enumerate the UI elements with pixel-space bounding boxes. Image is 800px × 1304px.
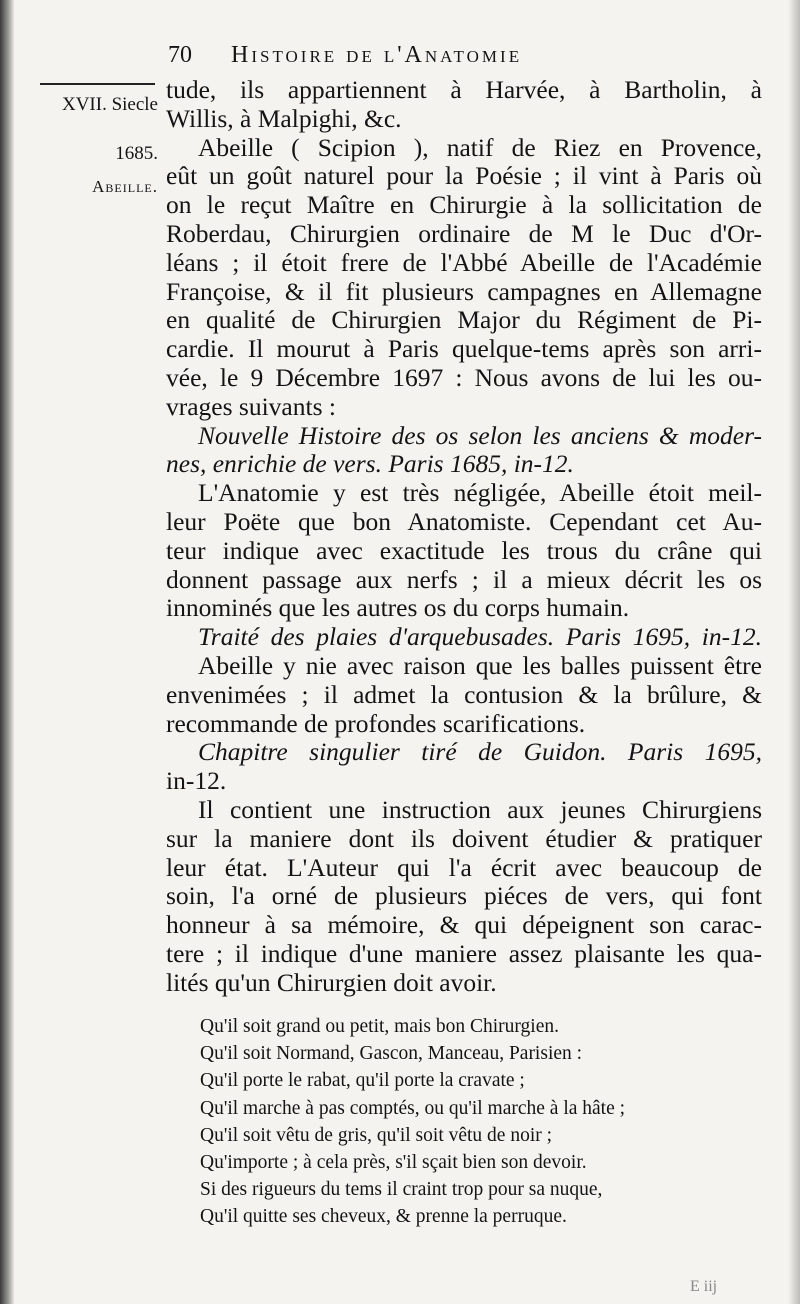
text-line: innominés que les autres os du corps humain. xyxy=(166,593,630,623)
text-line: eût un goût naturel pour la Poésie ; il vint à Paris où xyxy=(166,161,762,191)
text-line: Abeille y nie avec raison que les balles puissent être xyxy=(198,650,762,680)
catchword: E iij xyxy=(690,1278,718,1295)
text-line: Nouvelle Histoire des os selon les anciens & moder- xyxy=(198,420,762,450)
text-line: Il contient une instruction aux jeunes Chirurgiens xyxy=(198,794,762,824)
margin-author: Abeille. xyxy=(92,177,158,196)
text-line: tude, ils appartiennent à Harvée, à Bartholin, à xyxy=(166,75,762,104)
verse-line: Qu'il soit Normand, Gascon, Manceau, Parisien : xyxy=(200,1043,583,1065)
text-line: in-12. xyxy=(166,766,227,796)
text-line: nes, enrichie de vers. Paris 1685, in-12. xyxy=(166,449,574,479)
page-header xyxy=(168,42,522,69)
text-line: envenimées ; il admet la contusion & la brûlure, & xyxy=(166,679,762,709)
margin-year: 1685. xyxy=(115,143,158,164)
text-line: recommande de profondes scarifications. xyxy=(166,708,586,738)
text-line: vrages suivants : xyxy=(166,391,336,421)
text-line: Willis, à Malpighi, &c. xyxy=(166,103,402,133)
text-line: lités qu'un Chirurgien doit avoir. xyxy=(166,967,497,997)
page-spine-shadow xyxy=(0,0,14,1304)
text-line: en qualité de Chirurgien Major du Régiment de Pi- xyxy=(166,305,762,335)
margin-rule xyxy=(40,83,155,85)
verse-line: Qu'importe ; à cela près, s'il sçait bien son devoir. xyxy=(200,1152,587,1174)
text-line: Abeille ( Scipion ), natif de Riez en Provence, xyxy=(198,132,762,162)
running-title: Histoire de l'Anatomie xyxy=(231,42,523,68)
verse-line: Qu'il porte le rabat, qu'il porte la cravate ; xyxy=(200,1070,525,1092)
text-line: Chapitre singulier tiré de Guidon. Paris 1695, xyxy=(198,737,762,767)
verse-line: Qu'il soit grand ou petit, mais bon Chirurgien. xyxy=(200,1016,559,1037)
text-line: donnent passage aux nerfs ; il a mieux décrit les os xyxy=(166,564,762,594)
text-line: cardie. Il mourut à Paris quelque-tems après son arri- xyxy=(166,334,762,364)
text-line: on le reçut Maître en Chirurgie à la sollicitation de xyxy=(166,190,762,220)
text-line: sur la maniere dont ils doivent étudier & pratiquer xyxy=(166,823,762,853)
text-line: leur Poëte que bon Anatomiste. Cependant cet Au- xyxy=(166,506,762,536)
body-text xyxy=(166,76,762,998)
text-line: Françoise, & il fit plusieurs campagnes en Allemagne xyxy=(166,276,762,306)
text-line: vée, le 9 Décembre 1697 : Nous avons de lui les ou- xyxy=(166,362,762,392)
verse-line: Qu'il soit vêtu de gris, qu'il soit vêtu de noir ; xyxy=(200,1124,553,1146)
text-line: tere ; il indique d'une maniere assez plaisante les qua- xyxy=(166,938,762,968)
text-line: L'Anatomie y est très négligée, Abeille étoit meil- xyxy=(198,478,762,508)
page-number: 70 xyxy=(168,42,192,68)
verse-line: Qu'il quitte ses cheveux, & prenne la perruque. xyxy=(200,1206,567,1228)
text-line: honneur à sa mémoire, & qui dépeignent son carac- xyxy=(166,910,762,940)
text-line: léans ; il étoit frere de l'Abbé Abeille de l'Académie xyxy=(166,247,762,277)
text-line: leur état. L'Auteur qui l'a écrit avec beaucoup de xyxy=(166,852,762,882)
text-line: teur indique avec exactitude les trous du crâne qui xyxy=(166,535,762,565)
text-line: soin, l'a orné de plusieurs piéces de vers, qui font xyxy=(166,881,762,911)
verse-block xyxy=(200,1013,760,1231)
verse-line: Si des rigueurs du tems il craint trop pour sa nuque, xyxy=(200,1179,603,1201)
verse-line: Qu'il marche à pas comptés, ou qu'il marche à la hâte ; xyxy=(200,1097,626,1119)
text-line: Roberdau, Chirurgien ordinaire de M le Duc d'Or- xyxy=(166,218,762,248)
text-line: Traité des plaies d'arquebusades. Paris 1695, in-12. xyxy=(198,622,762,652)
page-edge-shadow xyxy=(788,0,800,1304)
margin-century: XVII. Siecle xyxy=(61,94,158,115)
